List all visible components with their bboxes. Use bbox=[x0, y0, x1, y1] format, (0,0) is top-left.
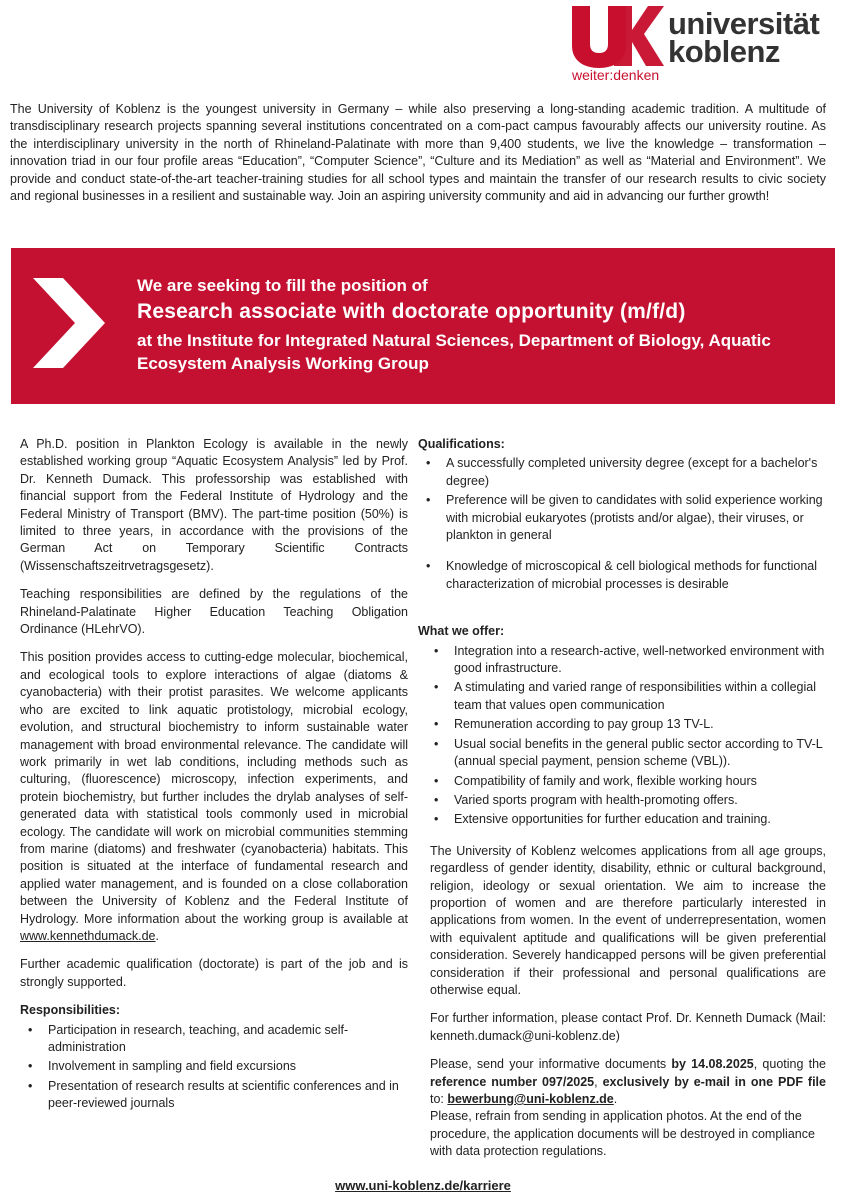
list-item: • Knowledge of microscopical & cell biological methods for functional characterization of microbial processes is desirable bbox=[418, 558, 826, 593]
chevron-right-icon bbox=[33, 278, 105, 368]
list-item: • A stimulating and varied range of responsibilities within a collegial team that values open communication bbox=[426, 679, 826, 714]
offer-list bbox=[426, 643, 826, 829]
contact-info: For further information, please contact Prof. Dr. Kenneth Dumack (Mail: kenneth.dumack@uni-koblenz.de) bbox=[430, 1011, 826, 1043]
career-link[interactable]: www.uni-koblenz.de/karriere bbox=[335, 1178, 511, 1193]
right-column bbox=[418, 436, 826, 1172]
list-item: • Compatibility of family and work, flexible working hours bbox=[426, 773, 826, 790]
diversity-statement: The University of Koblenz welcomes applications from all age groups, regardless of gender identity, disability, ethnic or cultural background, religion, ideology or sexual orientation. We aim to increase the proportion of women and are therefore particularly interested in applications from women. In the event of underrepresentation, women with equivalent aptitude and qualifications will be given preferential consideration. Severely handicapped persons will be given preferential consideration if their professional and personal qualifications are otherwise equal. bbox=[430, 843, 826, 997]
responsibilities-heading: Responsibilities: bbox=[20, 1003, 121, 1018]
working-group-link[interactable]: www.kennethdumack.de bbox=[20, 928, 156, 943]
position-description: A Ph.D. position in Plankton Ecology is available in the newly established working group “Aquatic Ecosystem Analysis” led by Prof. Dr. Kenneth Dumack. This professorship was established with financial support from the Federal Institute of Hydrology and the Federal Ministry of Transport (BMV). The part-time position (50%) is limited to three years, in accordance with the provisions of the German Act on Temporary Scientific Contracts (Wissenschaftszeitrvetragsgesetz). bbox=[20, 437, 408, 573]
university-name-line2: koblenz bbox=[668, 34, 780, 69]
uk-logo-mark-icon bbox=[570, 6, 664, 68]
research-paragraph: This position provides access to cutting-edge molecular, biochemical, and ecological tools to explore interactions of algae (diatoms & cyanobacteria) with their protist parasites. We welcome applicants who are excited to link aquatic protistology, microbial ecology, evolution, and structural biochemistry to inform sustainable water management with broad environmental relevance. The candidate will work primarily in wet lab conditions, including methods such as culturing, (fluorescence) microscopy, infection experiments, and protein biochemistry, but further includes the drylab analyses of self-generated data with statistical tools commonly used in microbial ecology. The candidate will work on microbial communities stemming from marine (diatoms) and freshwater (cyanobacteria) habitats. This position is situated at the interface of fundamental research and applied water management, and is founded on a close collaboration between the University of Koblenz and the Federal Institute of Hydrology. More information about the working group is available at www.kennethdumack.de. bbox=[20, 650, 408, 943]
photo-notice: Please, refrain from sending in application photos. At the end of the procedure, the application documents will be destroyed in compliance with data protection regulations. bbox=[430, 1109, 815, 1159]
list-item: • Varied sports program with health-promoting offers. bbox=[426, 792, 826, 809]
left-column bbox=[20, 436, 408, 1127]
university-name-line1: universität bbox=[668, 6, 820, 41]
job-title: Research associate with doctorate opportunity (m/f/d) bbox=[137, 300, 686, 323]
offer-heading: What we offer: bbox=[418, 624, 505, 639]
list-item: • Remuneration according to pay group 13 TV-L. bbox=[426, 716, 826, 733]
list-item: • Involvement in sampling and field excursions bbox=[20, 1058, 408, 1075]
teaching-paragraph: Teaching responsibilities are defined by the regulations of the Rhineland-Palatinate Higher Education Teaching Obligation Ordinance (HLehrVO). bbox=[20, 587, 408, 637]
university-logo bbox=[570, 6, 832, 86]
intro-paragraph: The University of Koblenz is the youngest university in Germany – while also preserving a long-standing academic tradition. A multitude of transdisciplinary research projects spanning several institutions concentrated on a com-pact campus favourably affects our university routine. As the interdisciplinary university in the north of Rhineland-Palatinate with more than 9,400 students, we live the knowledge – transformation – innovation triad in our four profile areas “Education”, “Computer Science”, “Culture and its Mediation” as well as “Material and Environment”. We provide and conduct state-of-the-art teacher-training studies for all school types and maintain the transfer of our research results to civic society and regional businesses in a resilient and sustainable way. Join an aspiring university community and aid in advancing our further growth! bbox=[10, 102, 826, 204]
banner-lead: We are seeking to fill the position of bbox=[137, 276, 428, 295]
list-item: • Integration into a research-active, well-networked environment with good infrastructure. bbox=[426, 643, 826, 678]
qualification-paragraph: Further academic qualification (doctorate) is part of the job and is strongly supported. bbox=[20, 957, 408, 989]
application-instructions: Please, send your informative documents by 14.08.2025, quoting the reference number 097/2025, exclusively by e-mail in one PDF file to: bewerbung@uni-koblenz.de. bbox=[430, 1057, 827, 1106]
list-item: • Preference will be given to candidates with solid experience working with microbial eukaryotes (protists and/or algae), their viruses, or plankton in general bbox=[418, 492, 826, 544]
list-item: • Extensive opportunities for further education and training. bbox=[426, 811, 826, 828]
list-item: • Presentation of research results at scientific conferences and in peer-reviewed journals bbox=[20, 1078, 408, 1113]
qualifications-heading: Qualifications: bbox=[418, 437, 505, 451]
position-banner bbox=[11, 248, 835, 404]
list-item: • A successfully completed university degree (except for a bachelor's degree) bbox=[418, 455, 826, 490]
application-email-link[interactable]: bewerbung@uni-koblenz.de bbox=[447, 1092, 614, 1106]
list-item: • Participation in research, teaching, and academic self-administration bbox=[20, 1022, 408, 1057]
banner-subtitle: at the Institute for Integrated Natural Sciences, Department of Biology, Aquatic Ecosystem Analysis Working Group bbox=[137, 331, 771, 373]
logo-tagline: weiter:denken bbox=[572, 67, 660, 83]
responsibilities-list bbox=[20, 1022, 408, 1113]
qualifications-list bbox=[418, 455, 826, 593]
list-item: • Usual social benefits in the general public sector according to TV-L (annual special payment, pension scheme (VBL)). bbox=[426, 736, 826, 771]
